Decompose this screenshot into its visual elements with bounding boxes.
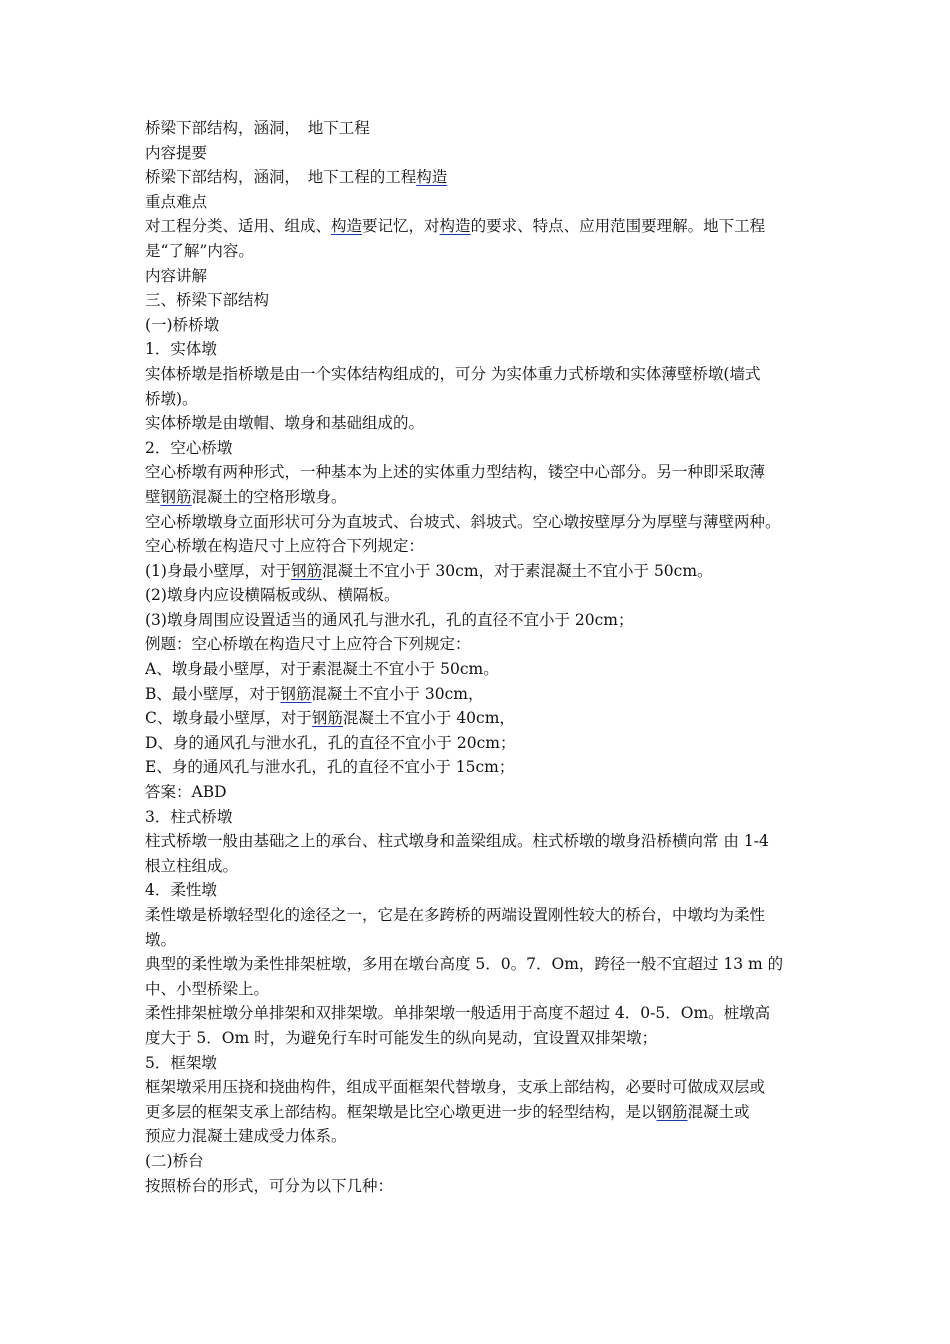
line-text: 三、桥梁下部结构 [145,291,270,310]
text-line [145,165,813,190]
line-text: (2)墩身内应设横隔板或纵、横隔板。 [145,586,400,605]
text-line [145,362,813,387]
text-line [145,190,813,215]
text-line [145,706,813,731]
line-text: 度大于 5．Om 时，为避免行车时可能发生的纵向晃动，宜设置双排架墩； [145,1028,658,1047]
text-line [145,313,813,338]
text-line [145,1149,813,1174]
line-text: 按照桥台的形式，可分为以下几种： [145,1176,394,1195]
line-text: 实体桥墩是由墩帽、墩身和基础组成的。 [145,414,425,433]
text-line [145,411,813,436]
line-text: C、墩身最小壁厚，对于 [145,709,312,728]
text-line [145,436,813,461]
line-text: 5．框架墩 [145,1053,217,1072]
line-text: 预应力混凝土建成受力体系。 [145,1127,347,1146]
keyword-link[interactable]: 钢筋 [280,684,312,703]
document-body [145,116,813,1198]
line-text: 空心桥墩有两种形式，一种基本为上述的实体重力型结构，镂空中心部分。另一种即采取薄 [145,463,766,482]
line-text: E、身的通风孔与泄水孔，孔的直径不宜小于 15cm； [145,758,515,777]
text-line [145,559,813,584]
text-line [145,387,813,412]
line-text: 是“了解”内容。 [145,241,254,260]
line-text: (3)墩身周围应设置适当的通风孔与泄水孔，孔的直径不宜小于 20cm； [145,610,634,629]
line-text: 中、小型桥梁上。 [145,979,270,998]
text-line [145,903,813,928]
text-line [145,583,813,608]
text-line [145,1001,813,1026]
line-text: 的要求、特点、应用范围要理解。地下工程 [470,217,766,236]
line-text: 桥梁下部结构，涵洞， 地下工程 [145,119,370,137]
line-text: 内容提要 [145,143,208,162]
line-text: (1)身最小壁厚，对于 [145,561,291,580]
text-line [145,805,813,830]
line-text: 混凝土的空格形墩身。 [191,487,347,506]
text-line [145,460,813,485]
line-text: 根立柱组成。 [145,856,239,875]
line-text: 更多层的框架支承上部结构。框架墩是比空心墩更进一步的轻型结构，是以 [145,1102,657,1121]
line-text: 2．空心桥墩 [145,438,233,457]
text-lines [145,116,813,1198]
line-text: 典型的柔性墩为柔性排架桩墩，多用在墩台高度 5．0。7．Om，跨径一般不宜超过 13 m 的 [145,955,784,974]
text-line [145,1124,813,1149]
keyword-link[interactable]: 构造 [439,217,471,236]
line-text: B、最小壁厚，对于 [145,684,281,703]
text-line [145,510,813,535]
text-line [145,632,813,657]
text-line [145,878,813,903]
line-text: 空心桥墩在构造尺寸上应符合下列规定： [145,537,425,556]
text-line [145,928,813,953]
text-line [145,854,813,879]
line-text: 混凝土不宜小于 30cm， [311,684,484,703]
text-line [145,214,813,239]
text-line [145,1075,813,1100]
line-text: 实体桥墩是指桥墩是由一个实体结构组成的，可分 为实体重力式桥墩和实体薄壁桥墩(墙式 [145,364,761,383]
text-line [145,977,813,1002]
line-text: 内容讲解 [145,266,208,285]
text-line [145,264,813,289]
line-text: 墩。 [145,930,177,949]
line-text: 混凝土不宜小于 40cm， [342,709,515,728]
line-text: 例题：空心桥墩在构造尺寸上应符合下列规定： [145,635,471,654]
text-line [145,1174,813,1199]
text-line [145,780,813,805]
line-text: 柔性墩是桥墩轻型化的途径之一，它是在多跨桥的两端设置刚性较大的桥台，中墩均为柔性 [145,906,766,924]
line-text: 柱式桥墩一般由基础之上的承台、柱式墩身和盖梁组成。柱式桥墩的墩身沿桥横向常 由 1-4 [145,832,769,851]
keyword-link[interactable]: 构造 [416,168,448,187]
line-text: (一)桥桥墩 [145,315,220,334]
keyword-link[interactable]: 构造 [331,217,363,236]
text-line [145,1051,813,1076]
line-text: 重点难点 [145,192,208,211]
text-line [145,657,813,682]
line-text: 3．柱式桥墩 [145,807,233,826]
text-line [145,534,813,559]
text-line [145,1026,813,1051]
text-line [145,682,813,707]
text-line [145,116,813,141]
text-line [145,952,813,977]
line-text: A、墩身最小壁厚，对于素混凝土不宜小于 50cm。 [145,660,499,679]
keyword-link[interactable]: 钢筋 [290,561,322,580]
line-text: 空心桥墩墩身立面形状可分为直坡式、台坡式、斜坡式。空心墩按壁厚分为厚壁与薄壁两种。 [145,512,781,531]
line-text: 混凝土或 [687,1102,750,1121]
line-text: 对工程分类、适用、组成、 [145,217,332,236]
keyword-link[interactable]: 钢筋 [311,709,343,728]
text-line [145,731,813,756]
line-text: 要记忆，对 [362,217,440,236]
text-line [145,1100,813,1125]
line-text: 柔性排架桩墩分单排架和双排架墩。单排架墩一般适用于高度不超过 4．0-5．Om。桩墩高 [145,1004,771,1023]
text-line [145,755,813,780]
text-line [145,829,813,854]
keyword-link[interactable]: 钢筋 [160,487,192,506]
line-text: 混凝土不宜小于 30cm，对于素混凝土不宜小于 50cm。 [321,561,713,580]
line-text: D、身的通风孔与泄水孔，孔的直径不宜小于 20cm； [145,733,516,752]
line-text: (二)桥台 [145,1151,204,1170]
line-text: 1．实体墩 [145,340,217,359]
line-text: 桥梁下部结构，涵洞， 地下工程的工程 [145,168,417,187]
text-line [145,608,813,633]
line-text: 答案：ABD [145,783,227,802]
text-line [145,239,813,264]
text-line [145,288,813,313]
text-line [145,337,813,362]
line-text: 4．柔性墩 [145,881,217,900]
keyword-link[interactable]: 钢筋 [656,1102,688,1121]
line-text: 壁 [145,487,161,506]
line-text: 桥墩)。 [145,389,198,408]
text-line [145,141,813,166]
text-line [145,485,813,510]
line-text: 框架墩采用压挠和挠曲构件，组成平面框架代替墩身，支承上部结构，必要时可做成双层或 [145,1078,766,1097]
